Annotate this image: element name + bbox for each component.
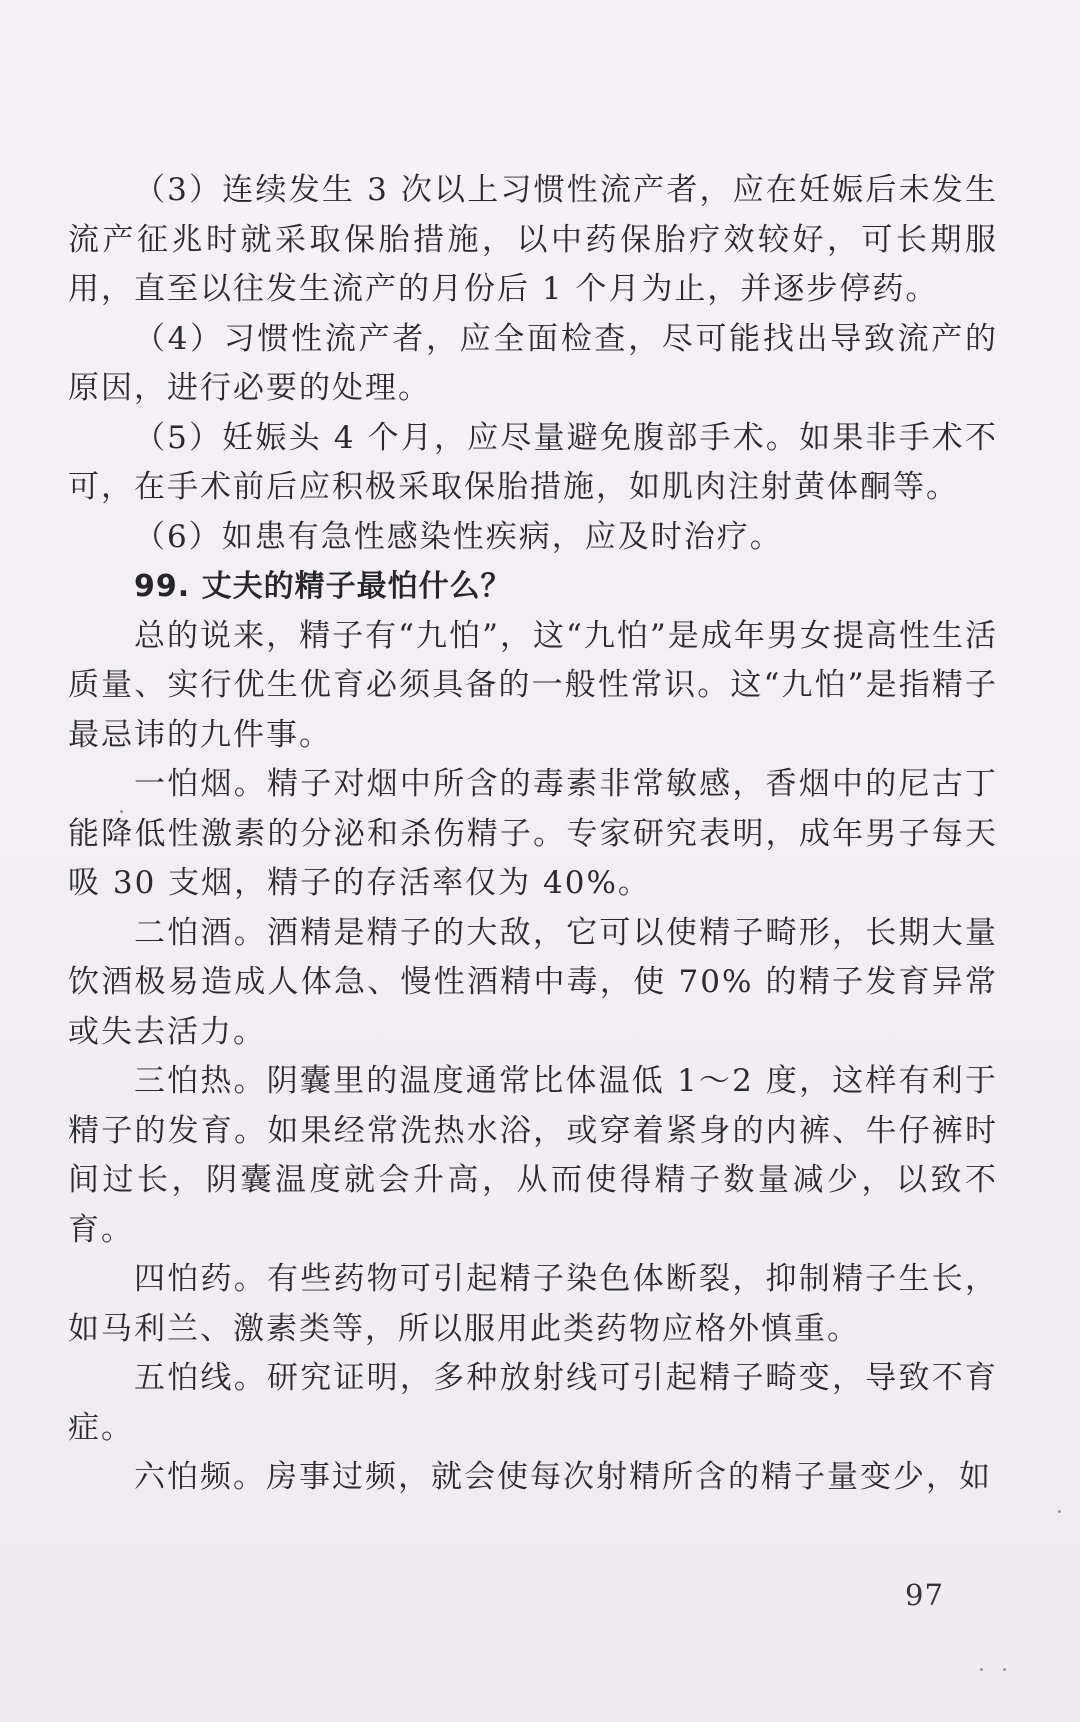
section-heading: 99. 丈夫的精子最怕什么？ [134,569,512,604]
paper-speck [1058,1510,1061,1513]
paragraph: （4）习惯性流产者，应全面检查，尽可能找出导致流产的原因，进行必要的处理。 [68,320,998,406]
paragraph: 六怕频。房事过频，就会使每次射精所含的精子量变少，如 [134,1459,992,1495]
paragraph: 总的说来，精子有“九怕”，这“九怕”是成年男女提高性生活质量、实行优生优育必须具备的一般性常识。这“九怕”是指精子最忌讳的九件事。 [68,617,998,753]
paragraph: （6）如患有急性感染性疾病，应及时治疗。 [134,518,783,555]
paragraph: 四怕药。有些药物可引起精子染色体断裂，抑制精子生长，如马利兰、激素类等，所以服用此类药物应格外慎重。 [68,1261,998,1347]
paper-speck [1003,1668,1006,1671]
paper-speck [980,1668,983,1671]
paragraph: 三怕热。阴囊里的温度通常比体温低 1～2 度，这样有利于精子的发育。如果经常洗热水浴，或穿着紧身的内裤、牛仔裤时间过长，阴囊温度就会升高，从而使得精子数量减少，以致不育。 [68,1063,998,1248]
paragraph: （3）连续发生 3 次以上习惯性流产者，应在妊娠后未发生流产征兆时就采取保胎措施，以中药保胎疗效较好，可长期服用，直至以往发生流产的月份后 1 个月为止，并逐步停药。 [68,172,998,307]
paragraph: （5）妊娠头 4 个月，应尽量避免腹部手术。如果非手术不可，在手术前后应积极采取保胎措施，如肌肉注射黄体酮等。 [68,419,998,505]
page-body [68,166,998,1503]
paragraph: 二怕酒。酒精是精子的大敌，它可以使精子畸形，长期大量饮酒极易造成人体急、慢性酒精中毒，使 70% 的精子发育异常或失去活力。 [68,914,998,1050]
page-number: 97 [905,1578,944,1612]
paragraph: 一怕烟。精子对烟中所含的毒素非常敏感，香烟中的尼古丁能降低性激素的分泌和杀伤精子。专家研究表明，成年男子每天吸 30 支烟，精子的存活率仅为 40%。 [68,766,998,901]
paper-speck [120,810,123,813]
paragraph: 五怕线。研究证明，多种放射线可引起精子畸变，导致不育症。 [68,1360,998,1446]
